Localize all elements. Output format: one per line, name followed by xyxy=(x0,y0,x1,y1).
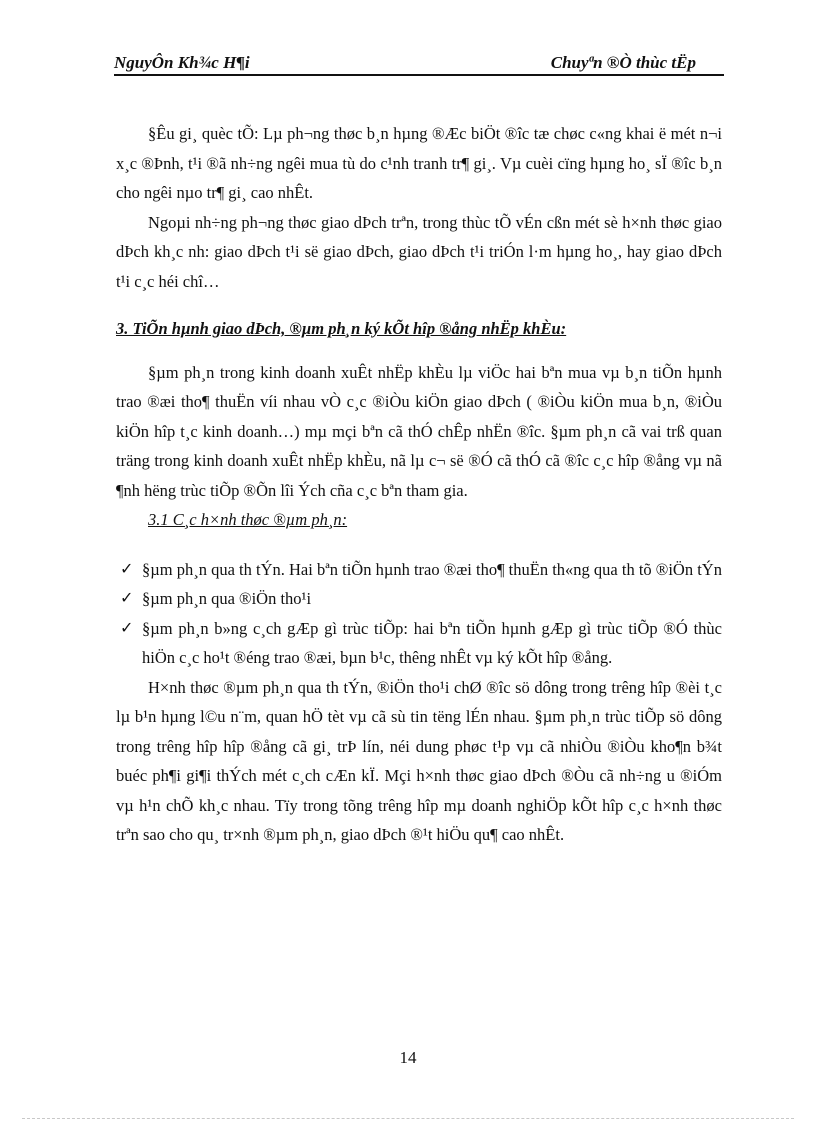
page-number: 14 xyxy=(399,1048,417,1067)
paragraph-other-methods: Ngoµi nh÷ng ph¬ng thøc giao dÞch trªn, trong thùc tÕ vÉn cßn mét sè h×nh thøc giao dÞch kh¸c nh: giao dÞch t¹i së giao dÞch, giao dÞch t¹i triÓn l·m hµng ho¸, hay giao dÞch t¹i c¸c héi chî… xyxy=(116,212,722,291)
checkmark-icon: ✓ xyxy=(120,590,134,607)
paragraph-negotiation: §µm ph¸n trong kinh doanh xuÊt nhËp khÈu lµ viÖc hai bªn mua vµ b¸n tiÕn hµnh trao ®æi tho¶ thuËn víi nhau vÒ c¸c ®iÒu kiÖn giao dÞch ( ®iÒu kiÖn mua b¸n, ®iÒu kiÖn hîp t¸c kinh doanh…) mµ mçi bªn cã thÓ chÊp nhËn ®îc. §µm ph¸n cã vai trß quan träng trong kinh doanh xuÊt nhËp khÈu, nã lµ c¬ së ®Ó cã thÓ cã ®îc c¸c hîp ®ång vµ nã ¶nh hëng trùc tiÕp ®Õn lîi Ých cña c¸c bªn tham gia. xyxy=(116,362,722,500)
page-border-divider xyxy=(22,1118,794,1119)
paragraph-auction: §Êu gi¸ quèc tÕ: Lµ ph¬ng thøc b¸n hµng ®Æc biÖt ®îc tæ chøc c«ng khai ë mét n¬i x¸c ®Þnh, t¹i ®ã nh÷ng ngêi mua tù do c¹nh tranh tr¶ gi¸. Vµ cuèi cïng hµng ho¸ sÏ ®îc b¸n cho ngêi nµo tr¶ gi¸ cao nhÊt. xyxy=(116,124,722,202)
header-author: NguyÔn Kh¾c H¶i xyxy=(114,53,250,72)
section-heading: 3. TiÕn hµnh giao dÞch, ®µm ph¸n ký kÕt hîp ®ång nhËp khÈu: xyxy=(116,319,567,338)
page-body xyxy=(116,119,722,850)
list-item-text: §µm ph¸n b»ng c¸ch gÆp gì trùc tiÕp: hai bªn tiÕn hµnh gÆp gì trùc tiÕp ®Ó thùc hiÖn c¸c ho¹t ®éng trao ®æi, bµn b¹c, thêng nhÊt vµ ký kÕt hîp ®ång. xyxy=(142,618,722,667)
subsection-heading: 3.1 C¸c h×nh thøc ®µm ph¸n: xyxy=(148,510,348,529)
list-item xyxy=(120,555,722,585)
header-title: Chuyªn ®Ò thùc tËp xyxy=(550,53,696,72)
list-item-text: §µm ph¸n qua ®iÖn tho¹i xyxy=(142,589,312,608)
checklist xyxy=(116,555,722,673)
page-header xyxy=(114,50,724,76)
checkmark-icon: ✓ xyxy=(120,619,134,637)
list-item xyxy=(120,614,722,673)
list-item xyxy=(120,584,722,614)
list-item-text: §µm ph¸n qua th tÝn. Hai bªn tiÕn hµnh trao ®æi tho¶ thuËn th«ng qua th tõ ®iÖn tÝn xyxy=(142,559,722,579)
paragraph-forms-comparison: H×nh thøc ®µm ph¸n qua th tÝn, ®iÖn tho¹i chØ ®îc sö dông trong trêng hîp ®èi t¸c lµ b¹n hµng l©u n¨m, quan hÖ tèt vµ cã sù tin tëng lÉn nhau. §µm ph¸n trùc tiÕp sö dông trong trêng hîp hîp ®ång cã gi¸ trÞ lín, néi dung phøc t¹p vµ cã nhiÒu ®iÒu kho¶n b¾t buéc ph¶i gi¶i thÝch mét c¸ch cÆn kÏ. Mçi h×nh thøc giao dÞch ®Òu cã nh÷ng u ®iÓm vµ h¹n chÕ kh¸c nhau. Tïy trong tõng trêng hîp mµ doanh nghiÖp kÕt hîp c¸c h×nh thøc trªn sao cho qu¸ tr×nh ®µm ph¸n, giao dÞch ®¹t hiÖu qu¶ cao nhÊt. xyxy=(116,677,722,844)
checkmark-icon: ✓ xyxy=(120,560,134,578)
